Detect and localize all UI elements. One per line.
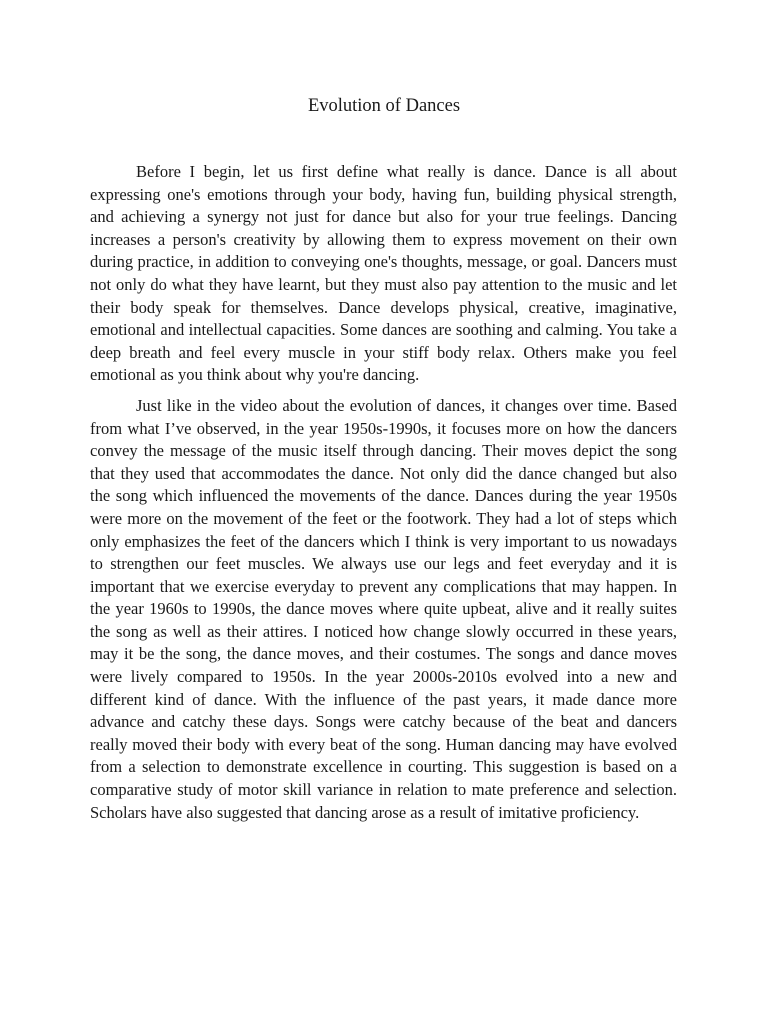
- document-title: Evolution of Dances: [307, 96, 461, 116]
- paragraph-1: Before I begin, let us first define what really is dance. Dance is all about expressing one's emotions through your body, having fun, building physical strength, and achieving a synergy not just for dance but also for your true feelings. Dancing increases a person's creativity by allowing them to express movement on their own during practice, in addition to conveying one's thoughts, message, or goal. Dancers must not only do what they have learnt, but they must also pay attention to the music and let their body speak for themselves. Dance develops physical, creative, imaginative, emotional and intellectual capacities. Some dances are soothing and calming. You take a deep breath and feel every muscle in your stiff body relax. Others make you feel emotional as you think about why you're dancing.: [90, 162, 677, 385]
- paragraph-2: Just like in the video about the evolution of dances, it changes over time. Based from what I’ve observed, in the year 1950s-1990s, it focuses more on how the dancers convey the message of the music itself through dancing. Their moves depict the song that they used that accommodates the dance. Not only did the dance changed but also the song which influenced the movements of the dance. Dances during the year 1950s were more on the movement of the feet or the footwork. They had a lot of steps which only emphasizes the feet of the dancers which I think is very important to us nowadays to strengthen our feet muscles. We always use our legs and feet everyday and it is important that we exercise everyday to prevent any complications that may happen. In the year 1960s to 1990s, the dance moves where quite upbeat, alive and it really suites the song as well as their attires. I noticed how change slowly occurred in these years, may it be the song, the dance moves, and their costumes. The songs and dance moves were lively compared to 1950s. In the year 2000s-2010s evolved into a new and different kind of dance. With the influence of the past years, it made dance more advance and catchy these days. Songs were catchy because of the beat and dancers really moved their body with every beat of the song. Human dancing may have evolved from a selection to demonstrate excellence in courting. This suggestion is based on a comparative study of motor skill variance in relation to mate preference and selection. Scholars have also suggested that dancing arose as a result of imitative proficiency.: [90, 395, 677, 822]
- document-body: [90, 161, 677, 832]
